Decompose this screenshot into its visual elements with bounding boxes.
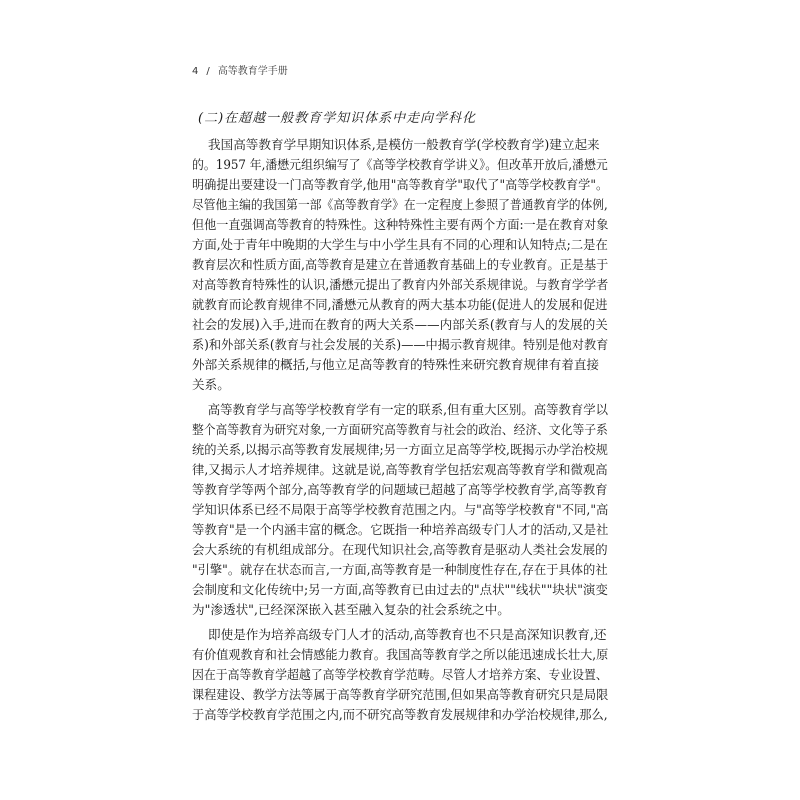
text-line: 明确提出要建设一门高等教育学,他用"高等教育学"取代了"高等学校教育学"。 — [192, 177, 608, 192]
running-head — [192, 62, 288, 77]
text-line: "引擎"。就存在状态而言,一方面,高等教育是一种制度性存在,存在于具体的社 — [192, 562, 608, 577]
text-line: 因在于高等教育学超越了高等学校教育学范畴。尽管人才培养方案、专业设置、 — [192, 667, 608, 682]
text-line: 的。1957 年,潘懋元组织编写了《高等学校教育学讲义》。但改革开放后,潘懋元 — [192, 157, 608, 172]
text-line: 关系。 — [192, 377, 230, 392]
text-line: 即使是作为培养高级专门人才的活动,高等教育也不只是高深知识教育,还 — [192, 627, 607, 642]
text-line: 于高等学校教育学范围之内,而不研究高等教育发展规律和办学治校规律,那么, — [192, 707, 608, 722]
text-line: 对高等教育特殊性的认识,潘懋元提出了教育内外部关系规律说。与教育学学者 — [192, 277, 609, 292]
text-line: 为"渗透状",已经深深嵌入甚至融入复杂的社会系统之中。 — [192, 602, 510, 617]
text-line: 律,又揭示人才培养规律。这就是说,高等教育学包括宏观高等教育学和微观高 — [192, 462, 608, 477]
text-line: 会制度和文化传统中;另一方面,高等教育已由过去的"点状""线状""块状"演变 — [192, 582, 608, 597]
text-line: 系)和外部关系(教育与社会发展的关系)——中揭示教育规律。特别是他对教育 — [192, 337, 608, 352]
text-line: 尽管他主编的我国第一部《高等教育学》在一定程度上参照了普通教育学的体例, — [192, 197, 608, 212]
book-title: 高等教育学手册 — [217, 66, 288, 77]
text-line: 等教育"是一个内涵丰富的概念。它既指一种培养高级专门人才的活动,又是社 — [192, 522, 608, 537]
text-line: 方面,处于青年中晚期的大学生与中小学生具有不同的心理和认知特点;二是在 — [192, 237, 608, 252]
text-line: 高等教育学与高等学校教育学有一定的联系,但有重大区别。高等教育学以 — [192, 402, 609, 417]
page-number: 4 — [192, 66, 199, 77]
text-line: 有价值观教育和社会情感能力教育。我国高等教育学之所以能迅速成长壮大,原 — [192, 647, 609, 662]
text-line: 整个高等教育为研究对象,一方面研究高等教育与社会的政治、经济、文化等子系 — [192, 422, 608, 437]
text-line: 等教育学等两个部分,高等教育学的问题域已超越了高等学校教育学,高等教育 — [192, 482, 608, 497]
text-line: 会大系统的有机组成部分。在现代知识社会,高等教育是驱动人类社会发展的 — [192, 542, 608, 557]
text-line: 教育层次和性质方面,高等教育是建立在普通教育基础上的专业教育。正是基于 — [192, 257, 609, 272]
section-heading: (二)在超越一般教育学知识体系中走向学科化 — [198, 111, 477, 126]
text-line: 我国高等教育学早期知识体系,是模仿一般教育学(学校教育学)建立起来 — [192, 137, 600, 152]
header-separator: / — [206, 66, 210, 77]
text-line: 但他一直强调高等教育的特殊性。这种特殊性主要有两个方面:一是在教育对象 — [192, 217, 609, 232]
text-line: 统的关系,以揭示高等教育发展规律;另一方面立足高等学校,既揭示办学治校规 — [192, 442, 608, 457]
text-line: 学知识体系已经不局限于高等学校教育范围之内。与"高等学校教育"不同,"高 — [192, 502, 608, 517]
text-line: 外部关系规律的概括,与他立足高等教育的特殊性来研究教育规律有着直接 — [192, 357, 600, 372]
text-line: 就教育而论教育规律不同,潘懋元从教育的两大基本功能(促进人的发展和促进 — [192, 297, 608, 312]
text-line: 社会的发展)入手,进而在教育的两大关系——内部关系(教育与人的发展的关 — [192, 317, 608, 332]
text-line: 课程建设、教学方法等属于高等教育学研究范围,但如果高等教育研究只是局限 — [192, 687, 609, 702]
